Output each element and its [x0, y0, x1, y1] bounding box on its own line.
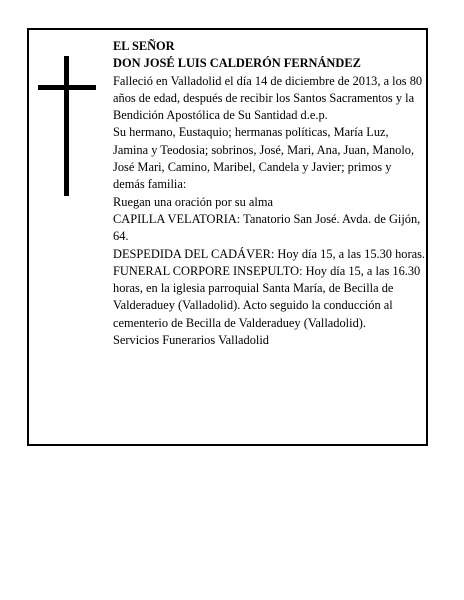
death-announcement: Falleció en Valladolid el día 14 de diciembre de 2013, a los 80 años de edad, después de recibir los Santos Sacramentos y la Bendición Apostólica de Su Santidad d.e.p. [113, 73, 423, 123]
latin-cross-icon [38, 56, 96, 196]
deceased-name: DON JOSÉ LUIS CALDERÓN FERNÁNDEZ [113, 56, 361, 71]
funeral-info: FUNERAL CORPORE INSEPULTO: Hoy día 15, a las 16.30 horas, en la iglesia parroquial Santa María, de Becilla de Valderaduey (Valladolid). Acto seguido la conducción al cementerio de Becilla de Valderaduey (Valladolid). [113, 263, 421, 330]
notice-text [113, 38, 426, 349]
cross-vertical-bar [64, 56, 69, 196]
wake-chapel-info: CAPILLA VELATORIA: Tanatorio San José. Avda. de Gijón, 64. [113, 211, 421, 244]
family-members: Su hermano, Eustaquio; hermanas políticas, María Luz, Jamina y Teodosia; sobrinos, José, Mari, Ana, Juan, Manolo, José Mari, Camino, Maribel, Candela y Javier; primos y demás familia: [113, 125, 415, 192]
prayer-request: Ruegan una oración por su alma [113, 194, 273, 209]
funeral-services-provider: Servicios Funerarios Valladolid [113, 333, 270, 348]
notice-heading: EL SEÑOR [113, 39, 175, 53]
farewell-info: DESPEDIDA DEL CADÁVER: Hoy día 15, a las 15.30 horas. [113, 246, 426, 261]
cross-horizontal-bar [38, 85, 96, 90]
